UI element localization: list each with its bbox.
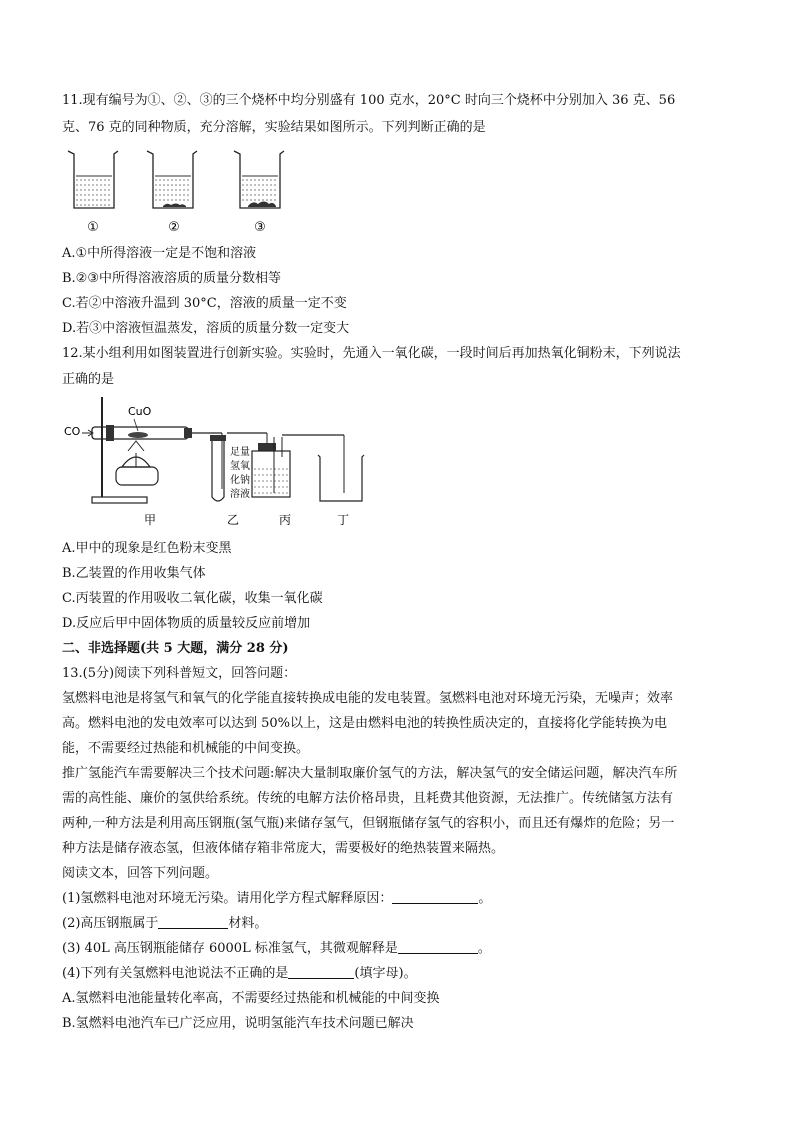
section-2-heading: 二、非选择题(共 5 大题，满分 28 分) xyxy=(62,641,289,656)
q11-stem-line2: 克、76 克的同种物质，充分溶解，实验结果如图所示。下列判断正确的是 xyxy=(62,120,486,135)
q13-sub1 xyxy=(62,890,491,908)
station-label-jia: 甲 xyxy=(144,513,157,527)
answer-blank-3[interactable] xyxy=(398,940,478,954)
cuo-label: CuO xyxy=(128,405,152,418)
q13-sub3 xyxy=(62,940,491,958)
q13-option-b: B.氢燃料电池汽车已广泛应用，说明氢能汽车技术问题已解决 xyxy=(62,1016,414,1031)
q13-sub2-text: (2)高压钢瓶属于 xyxy=(62,916,159,931)
q13-prompt: 阅读文本，回答下列问题。 xyxy=(62,866,219,881)
q13-para2-line3: 两种,一种方法是利用高压钢瓶(氢气瓶)来储存氢气，但钢瓶储存氢气的容积小，而且还有爆炸的危险；另一 xyxy=(62,816,675,831)
q13-sub4 xyxy=(62,965,417,983)
q13-sub3-end: 。 xyxy=(477,941,491,956)
co-label: CO xyxy=(64,425,81,438)
q13-para1-line2: 高。燃料电池的发电效率可以达到 50%以上，这是由燃料电池的转换性质决定的，直接将化学能转换为电 xyxy=(62,716,668,731)
naoh-label-2: 氢氧 xyxy=(230,461,250,472)
naoh-label-4: 溶液 xyxy=(230,489,250,500)
beaker-label-2: ② xyxy=(168,220,180,235)
q13-sub3-text: (3) 40L 高压钢瓶能储存 6000L 标准氢气，其微观解释是 xyxy=(62,941,398,956)
q13-para1-line1: 氢燃料电池是将氢气和氧气的化学能直接转换成电能的发电装置。氢燃料电池对环境无污染，无噪声；效率 xyxy=(62,691,674,706)
q13-para1-line3: 能，不需要经过热能和机械能的中间变换。 xyxy=(62,741,310,756)
q13-intro: 13.(5分)阅读下列科普短文，回答问题： xyxy=(62,666,297,681)
q11-option-b: B.②③中所得溶液溶质的质量分数相等 xyxy=(62,271,281,286)
station-label-yi: 乙 xyxy=(227,513,240,527)
answer-blank-4[interactable] xyxy=(288,965,354,979)
naoh-label-3: 化钠 xyxy=(230,475,250,486)
station-label-bing: 丙 xyxy=(279,513,292,527)
q11-option-d: D.若③中溶液恒温蒸发，溶质的质量分数一定变大 xyxy=(62,321,350,336)
q11-option-a: A.①中所得溶液一定是不饱和溶液 xyxy=(62,246,257,261)
q13-sub1-text: (1)氢燃料电池对环境无污染。请用化学方程式解释原因： xyxy=(62,891,393,906)
station-label-ding: 丁 xyxy=(337,513,350,527)
q13-para2-line4: 种方法是储存液态氢，但液体储存箱非常庞大，需要极好的绝热装置来隔热。 xyxy=(62,841,505,856)
naoh-label-1: 足量 xyxy=(230,447,250,458)
q13-sub2 xyxy=(62,915,267,933)
beaker-3 xyxy=(234,151,284,235)
answer-blank-2[interactable] xyxy=(158,915,228,929)
beakers-figure xyxy=(62,146,302,238)
q13-option-a: A.氢燃料电池能量转化率高，不需要经过热能和机械能的中间变换 xyxy=(62,991,440,1006)
q11-option-c: C.若②中溶液升温到 30°C，溶液的质量一定不变 xyxy=(62,296,347,311)
q12-stem-line1: 12.某小组利用如图装置进行创新实验。实验时，先通入一氧化碳，一段时间后再加热氧化铜粉末，下列说法 xyxy=(62,346,681,361)
beaker-1 xyxy=(68,151,118,235)
beaker-2 xyxy=(147,151,197,235)
q11-stem-line1: 11.现有编号为①、②、③的三个烧杯中均分别盛有 100 克水，20°C 时向三个烧杯中分别加入 36 克、56 xyxy=(62,93,676,108)
answer-blank-1[interactable] xyxy=(392,890,478,904)
q13-sub1-end: 。 xyxy=(478,891,492,906)
beaker-label-3: ③ xyxy=(254,220,266,235)
beaker-label-1: ① xyxy=(87,220,99,235)
q12-option-a: A.甲中的现象是红色粉末变黑 xyxy=(62,541,232,556)
q12-option-c: C.丙装置的作用吸收二氧化碳，收集一氧化碳 xyxy=(62,591,323,606)
q13-para2-line2: 需的高性能、廉价的氢供给系统。传统的电解方法价格昂贵，且耗费其他资源，无法推广。传统储氢方法有 xyxy=(62,791,674,806)
q12-option-d: D.反应后甲中固体物质的质量较反应前增加 xyxy=(62,616,311,631)
q12-stem-line2: 正确的是 xyxy=(62,372,115,387)
q13-sub4-end: (填字母)。 xyxy=(354,966,417,981)
q13-sub4-text: (4)下列有关氢燃料电池说法不正确的是 xyxy=(62,966,289,981)
q13-sub2-end: 材料。 xyxy=(228,916,268,931)
q13-para2-line1: 推广氢能汽车需要解决三个技术问题:解决大量制取廉价氢气的方法，解决氢气的安全储运问题，解决汽车所 xyxy=(62,766,678,781)
apparatus-figure xyxy=(62,397,372,529)
q12-option-b: B.乙装置的作用收集气体 xyxy=(62,566,206,581)
